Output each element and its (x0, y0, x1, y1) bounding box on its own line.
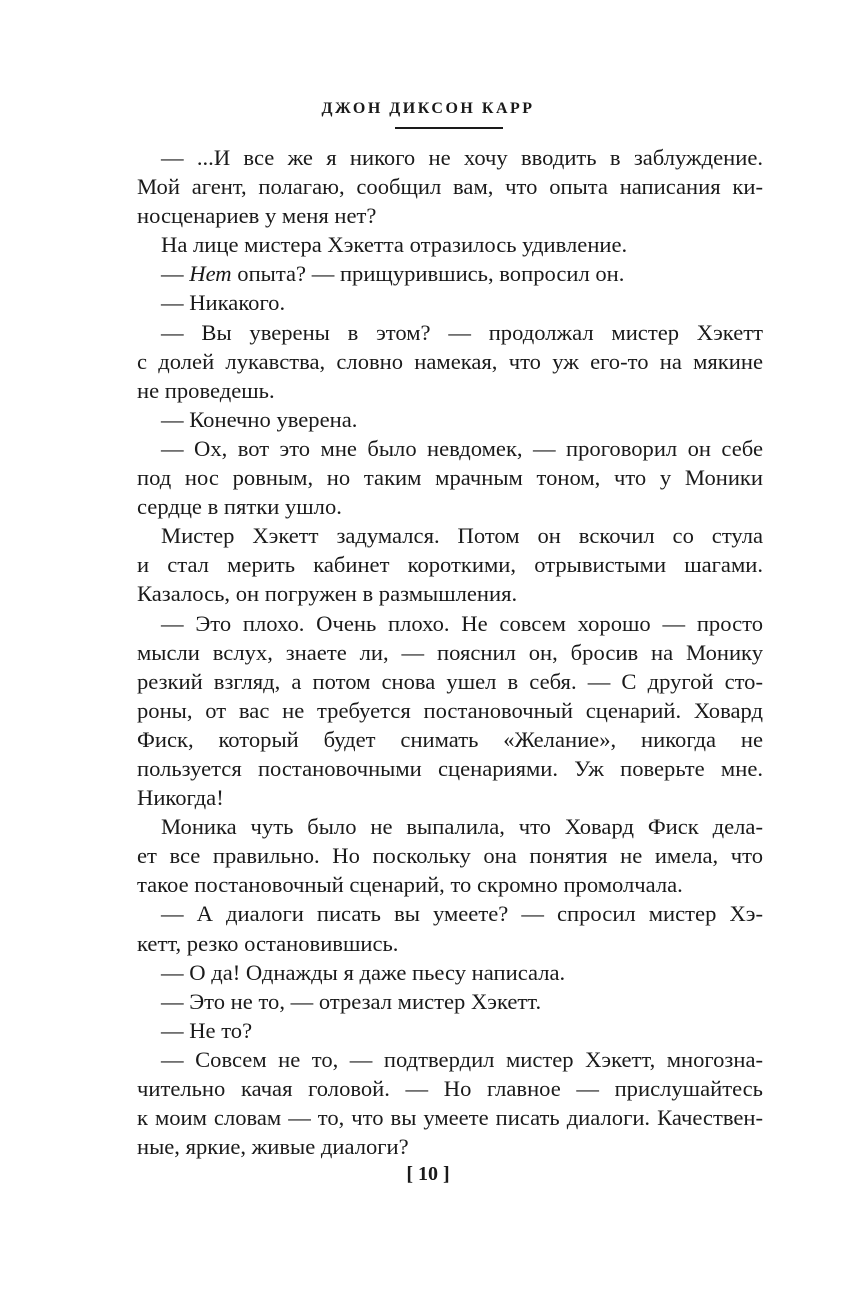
text-line: — Ох, вот это мне было невдомек, — проговорил он себе (161, 435, 763, 461)
text-line: кетт, резко остановившись. (137, 930, 399, 956)
text-line: Мистер Хэкетт задумался. Потом он вскочил со стула (161, 523, 763, 549)
text-line: пользуется постановочными сценариями. Уж поверьте мне. (137, 755, 763, 781)
text-line: — Это плохо. Очень плохо. Не совсем хорошо — просто (161, 610, 763, 636)
italic-word: Нет (189, 261, 232, 287)
text-line: с долей лукавства, словно намекая, что уж его-то на мякине (137, 348, 763, 374)
text-line: и стал мерить кабинет короткими, отрывистыми шагами. (137, 552, 763, 578)
text-segment: опыта? — прищурившись, вопросил он. (231, 261, 625, 287)
text-line: роны, от вас не требуется постановочный сценарий. Ховард (137, 697, 763, 723)
text-line: — Совсем не то, — подтвердил мистер Хэкетт, многозна- (161, 1046, 763, 1072)
text-line: такое постановочный сценарий, то скромно промолчала. (137, 872, 683, 898)
text-line: На лице мистера Хэкетта отразилось удивление. (161, 232, 628, 258)
text-line: ные, яркие, живые диалоги? (137, 1134, 409, 1160)
text-line: Мой агент, полагаю, сообщил вам, что опыта написания ки- (137, 174, 763, 200)
text-line: сердце в пятки ушло. (137, 494, 342, 520)
text-line: чительно качая головой. — Но главное — прислушайтесь (137, 1076, 763, 1101)
text-line (137, 259, 763, 288)
text-line: — Не то? (161, 1017, 253, 1043)
body-text (137, 143, 763, 1161)
text-segment: — (161, 261, 190, 287)
text-line: не проведешь. (137, 377, 275, 403)
text-line: под нос ровным, но таким мрачным тоном, что у Моники (137, 465, 763, 491)
text-line: Казалось, он погружен в размышления. (137, 581, 518, 607)
page-number: [ 10 ] (406, 1163, 450, 1185)
text-line: — А диалоги писать вы умеете? — спросил мистер Хэ- (161, 901, 763, 927)
text-line: — ...И все же я никого не хочу вводить в заблуждение. (161, 145, 763, 170)
text-line: носценариев у меня нет? (137, 203, 377, 229)
text-line: Моника чуть было не выпалила, что Ховард Фиск дела- (161, 814, 763, 840)
text-line: — Конечно уверена. (161, 406, 358, 432)
text-line: Фиск, который будет снимать «Желание», никогда не (137, 726, 763, 752)
running-header: ДЖОН ДИКСОН КАРР (321, 100, 535, 117)
text-line: — Вы уверены в этом? — продолжал мистер Хэкетт (161, 319, 763, 345)
text-line: — Это не то, — отрезал мистер Хэкетт. (161, 988, 542, 1014)
text-line: — О да! Однажды я даже пьесу написала. (161, 959, 566, 985)
text-line: ет все правильно. Но поскольку она понятия не имела, что (137, 843, 763, 869)
text-line: резкий взгляд, а потом снова ушел в себя. — С другой сто- (137, 668, 763, 694)
text-line: Никогда! (137, 785, 224, 811)
header-rule (395, 127, 503, 129)
text-line: мысли вслух, знаете ли, — пояснил он, бросив на Монику (137, 639, 763, 665)
text-line: к моим словам — то, что вы умеете писать диалоги. Качествен- (137, 1105, 763, 1131)
text-line: — Никакого. (161, 290, 286, 316)
